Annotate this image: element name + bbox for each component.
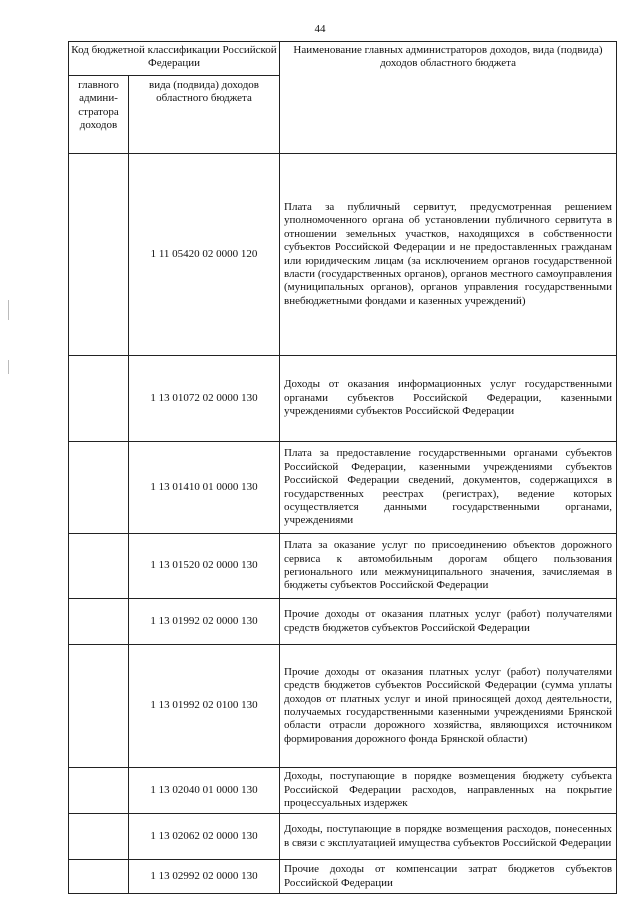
admin-code-cell [69, 356, 129, 442]
income-code-cell: 1 13 01520 02 0000 130 [129, 534, 280, 599]
admin-code-cell [69, 442, 129, 534]
admin-code-cell [69, 534, 129, 599]
income-code-cell: 1 13 01992 02 0000 130 [129, 599, 280, 645]
table-row [69, 860, 617, 894]
income-name-cell: Прочие доходы от компенсации затрат бюджетов субъектов Российской Федерации [280, 860, 617, 894]
income-code-cell: 1 11 05420 02 0000 120 [129, 154, 280, 356]
header-income-column: вида (подвида) доходов областного бюджета [129, 76, 280, 154]
admin-code-cell [69, 154, 129, 356]
table-row [69, 768, 617, 814]
income-code-cell: 1 13 01992 02 0100 130 [129, 645, 280, 768]
income-name-cell: Плата за оказание услуг по присоединению объектов дорожного сервиса к автомобильным дорогам общего пользования регионального или межмуниципального значения, зачисляемая в бюджеты субъектов Российской Федерации [280, 534, 617, 599]
admin-code-cell [69, 645, 129, 768]
admin-code-cell [69, 814, 129, 860]
table-row [69, 356, 617, 442]
income-name-cell: Доходы от оказания информационных услуг государственными органами субъектов Российской Федерации, казенными учреждениями субъектов Российской Федерации [280, 356, 617, 442]
table-header-row [69, 42, 617, 76]
income-code-cell: 1 13 02992 02 0000 130 [129, 860, 280, 894]
admin-code-cell [69, 599, 129, 645]
income-name-cell: Доходы, поступающие в порядке возмещения бюджету субъекта Российской Федерации расходов, направленных на покрытие процессуальных издержек [280, 768, 617, 814]
page-number: 44 [314, 23, 326, 35]
budget-classification-table [68, 41, 617, 894]
income-code-cell: 1 13 01410 01 0000 130 [129, 442, 280, 534]
income-name-cell: Плата за предоставление государственными органами субъектов Российской Федерации, казенными учреждениями субъектов Российской Федерации сведений, документов, содержащихся в государственных реестрах (регистрах), ведение которых осуществляется данными государственными органами, учреждениями [280, 442, 617, 534]
income-name-cell: Доходы, поступающие в порядке возмещения расходов, понесенных в связи с эксплуатацией имущества субъектов Российской Федерации [280, 814, 617, 860]
table-row [69, 814, 617, 860]
income-name-cell: Прочие доходы от оказания платных услуг (работ) получателями средств бюджетов субъектов Российской Федерации [280, 599, 617, 645]
table-row [69, 154, 617, 356]
table-row [69, 645, 617, 768]
table-row [69, 442, 617, 534]
income-code-cell: 1 13 01072 02 0000 130 [129, 356, 280, 442]
income-name-cell: Плата за публичный сервитут, предусмотренная решением уполномоченного органа об установлении публичного сервитута в отношении земельных участков, находящихся в собственности субъектов Российской Федерации и не предоставленных гражданам или юридическим лицам (за исключением органов государственной власти (государственных органов), органов местного самоуправления (муниципальных органов), органов управления государственными внебюджетными фондами и казенных учреждений) [280, 154, 617, 356]
table-row [69, 599, 617, 645]
table-row [69, 534, 617, 599]
header-admin-column: главного админи-стратора доходов [69, 76, 129, 154]
scan-margin-mark [8, 300, 9, 320]
income-code-cell: 1 13 02062 02 0000 130 [129, 814, 280, 860]
income-code-cell: 1 13 02040 01 0000 130 [129, 768, 280, 814]
admin-code-cell [69, 860, 129, 894]
income-name-cell: Прочие доходы от оказания платных услуг (работ) получателями средств бюджетов субъектов Российской Федерации (сумма уплаты доходов от платных услуг и иной приносящей доход деятельности, получаемых государственными казенными учреждениями Брянской области отрасли дорожного хозяйства, являющихся источником формирования дорожного фонда Брянской области) [280, 645, 617, 768]
admin-code-cell [69, 768, 129, 814]
header-name-column: Наименование главных администраторов доходов, вида (подвида) доходов областного бюджета [280, 42, 617, 154]
header-code-group: Код бюджетной классификации Российской Федерации [69, 42, 280, 76]
scan-margin-mark [8, 360, 9, 374]
